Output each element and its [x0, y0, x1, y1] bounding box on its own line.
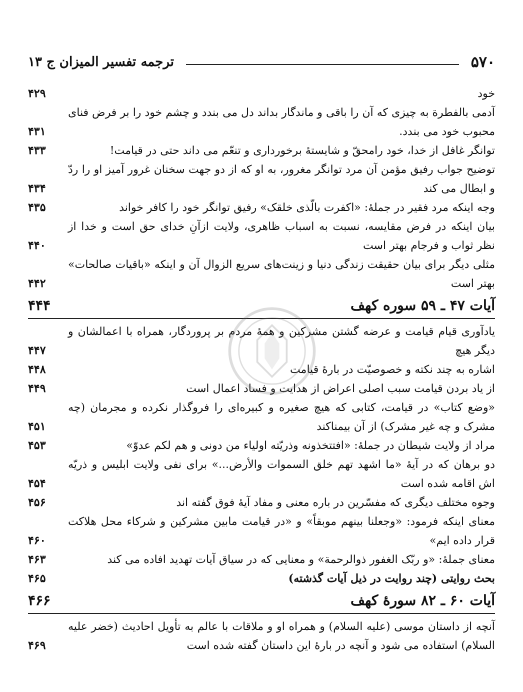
toc-entry — [28, 455, 495, 493]
entry-page-number: ۴۴۴ — [28, 298, 51, 314]
entry-text: یادآوری قیام قیامت و عرضه گشتن مشرکین و همهٔ مردم بر پروردگار، همراه با اعمالشان و دیگر هیچ — [68, 325, 495, 357]
entry-page-number: ۴۵۴ — [28, 477, 46, 490]
entry-text: معنای جملهٔ: «و ربّک الغفور ذوالرحمة» و معنایی که در سیاق آیات تهدید افاده می کند — [107, 553, 495, 566]
toc-entry — [28, 569, 495, 588]
entry-page-number: ۴۳۵ — [28, 201, 46, 214]
entry-text: توضیح جواب رفیق مؤمن آن مرد توانگر مغرور، به او که از دو جهت سخنان غرور آمیز او را ردّ و ابطال می کند — [68, 163, 495, 195]
table-of-contents — [28, 84, 495, 655]
toc-entry — [28, 141, 495, 160]
entry-text: «وضع کتاب» در قیامت، کتابی که هیچ صغیره و کبیره‌ای را فروگذار نکرده و مجرمان (چه مشرک و چه غیر مشرک) از آن بیمناکند — [68, 401, 495, 433]
toc-entry — [28, 103, 495, 141]
entry-page-number: ۴۶۶ — [28, 593, 51, 609]
entry-text: اشاره به چند نکته و خصوصیّت در بارهٔ قیامت — [290, 363, 495, 376]
toc-entry — [28, 398, 495, 436]
entry-page-number: ۴۳۱ — [28, 125, 46, 138]
toc-entry — [28, 322, 495, 360]
entry-text: آدمی بالفطرة به چیزی که آن را باقی و ماندگار بداند دل می بندد و چشم خود را بر فرض فنای محبوب خود می بندد. — [68, 106, 495, 138]
toc-entry — [28, 436, 495, 455]
entry-page-number: ۴۶۵ — [28, 572, 46, 585]
running-title: ترجمه تفسیر المیزان ج ۱۳ — [28, 54, 175, 70]
toc-entry — [28, 360, 495, 379]
toc-entry — [28, 550, 495, 569]
entry-page-number: ۴۴۹ — [28, 382, 46, 395]
toc-entry — [28, 198, 495, 217]
entry-page-number: ۴۵۱ — [28, 420, 46, 433]
toc-entry — [28, 617, 495, 655]
entry-text: مثلی دیگر برای بیان حقیقت زندگی دنیا و زینت‌های سریع الزوال آن و اینکه «باقیات صالحات» بهتر است — [68, 258, 495, 290]
toc-entry — [28, 160, 495, 198]
entry-text: معنای اینکه فرمود: «وجعلنا بینهم موبقاً» و «در قیامت مابین مشرکین و شرکاء محل هلاکت قرار داده ایم» — [68, 515, 496, 547]
entry-text: وجوه مختلف دیگری که مفسّرین در باره معنی و مفاد آیهٔ فوق گفته اند — [176, 496, 495, 509]
entry-page-number: ۴۶۰ — [28, 534, 46, 547]
page-number: ۵۷۰ — [470, 53, 495, 71]
entry-text: آیات ۴۷ ـ ۵۹ سوره کهف — [350, 298, 495, 314]
toc-entry — [28, 217, 495, 255]
entry-page-number: ۴۲۹ — [28, 87, 46, 100]
entry-text: دو برهان که در آیهٔ «ما اشهد تهم خلق السموات والأرض...» برای نفی ولایت ابلیس و ذریّه اش اقامه شده است — [68, 458, 495, 490]
entry-text: آیات ۶۰ ـ ۸۲ سورهٔ کهف — [350, 593, 495, 609]
entry-text: مراد از ولایت شیطان در جملهٔ: «افتتخذونه وذریّته اولیاء من دونی و هم لکم عدوّ» — [126, 439, 495, 452]
entry-text: آنچه از داستان موسی (علیه السلام) و همراه او و ملاقات با عالم به تأویل احادیث (خضر علیه السلام) استفاده می شود و آنچه در بارهٔ این داستان گفته شده است — [68, 620, 495, 652]
page-header — [28, 50, 495, 74]
entry-page-number: ۴۴۰ — [28, 239, 46, 252]
toc-entry — [28, 493, 495, 512]
entry-page-number: ۴۶۳ — [28, 553, 46, 566]
entry-page-number: ۴۵۳ — [28, 439, 46, 452]
section-heading — [28, 294, 495, 319]
entry-page-number: ۴۴۸ — [28, 363, 46, 376]
header-rule — [186, 64, 459, 65]
toc-entry — [28, 84, 495, 103]
entry-text: خود — [477, 87, 495, 100]
entry-text: بحث روایتی (چند روایت در ذیل آیات گذشته) — [288, 572, 495, 585]
entry-text: از یاد بردن قیامت سبب اصلی اعراض از هدایت و فساد اعمال است — [186, 382, 495, 395]
entry-page-number: ۴۵۶ — [28, 496, 46, 509]
entry-page-number: ۴۴۷ — [28, 344, 46, 357]
entry-page-number: ۴۳۴ — [28, 182, 46, 195]
entry-text: وجه اینکه مرد فقیر در جملهٔ: «اکفرت بالّذی خلقک» رفیق توانگر خود را کافر خواند — [119, 201, 495, 214]
section-heading — [28, 589, 495, 614]
entry-page-number: ۴۳۳ — [28, 144, 46, 157]
entry-page-number: ۴۶۹ — [28, 639, 46, 652]
entry-text: توانگر غافل از خدا، خود رامحقّ و شایستهٔ برخورداری و تنعّم می داند حتی در قیامت! — [109, 144, 495, 157]
toc-entry — [28, 379, 495, 398]
entry-text: بیان اینکه در فرض مقایسه، نسبت به اسباب ظاهری، ولایت ازآنِ خدای حق است و خدا از نظر ثواب و فرجام بهتر است — [68, 220, 495, 252]
toc-entry — [28, 255, 495, 293]
toc-entry — [28, 512, 495, 550]
entry-page-number: ۴۴۲ — [28, 277, 46, 290]
